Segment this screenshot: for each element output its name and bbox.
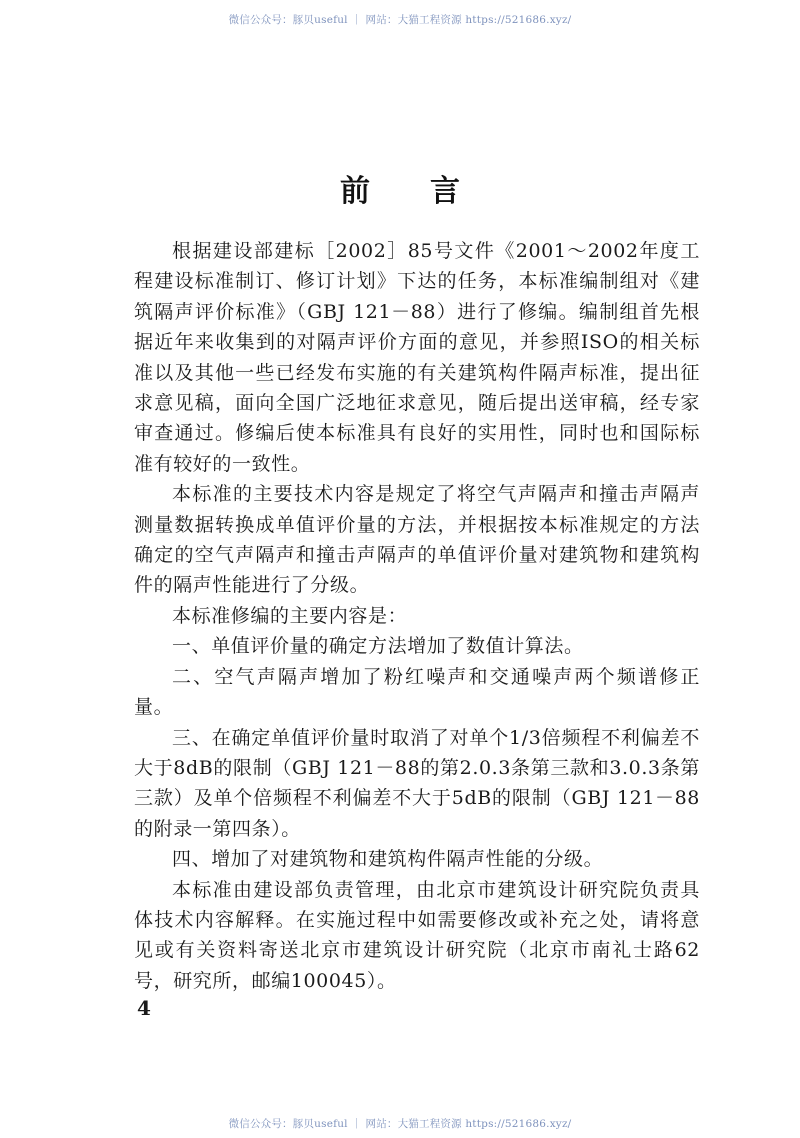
paragraph-item-1: 一、单值评价量的确定方法增加了数值计算法。 bbox=[172, 635, 584, 658]
document-body bbox=[134, 236, 700, 996]
paragraph-technical-content: 本标准的主要技术内容是规定了将空气声隔声和撞击声隔声测量数据转换成单值评价量的方法，并根据按本标准规定的方法确定的空气声隔声和撞击声隔声的单值评价量对建筑物和建筑构件的隔声性能进行了分级。 bbox=[134, 483, 700, 597]
page-title: 前言 bbox=[340, 174, 520, 210]
paragraph-intro: 根据建设部建标［2002］85号文件《2001～2002年度工程建设标准制订、修订计划》下达的任务，本标准编制组对《建筑隔声评价标准》（GBJ 121－88）进行了修编。编制组首先根据近年来收集到的对隔声评价方面的意见，并参照ISO的相关标准以及其他一些已经发布实施的有关建筑构件隔声标准，提出征求意见稿，面向全国广泛地征求意见，随后提出送审稿，经专家审查通过。修编后使本标准具有良好的实用性，同时也和国际标准有较好的一致性。 bbox=[134, 240, 700, 475]
page-number: 4 bbox=[137, 996, 151, 1020]
paragraph-item-2: 二、空气声隔声增加了粉红噪声和交通噪声两个频谱修正量。 bbox=[134, 665, 700, 719]
paragraph-management: 本标准由建设部负责管理，由北京市建筑设计研究院负责具体技术内容解释。在实施过程中如需要修改或补充之处，请将意见或有关资料寄送北京市建筑设计研究院（北京市南礼士路62号，研究所，邮编100045）。 bbox=[134, 878, 700, 992]
paragraph-revision-heading: 本标准修编的主要内容是： bbox=[172, 604, 408, 627]
paragraph-item-4: 四、增加了对建筑物和建筑构件隔声性能的分级。 bbox=[172, 848, 604, 871]
watermark-bottom: 微信公众号：豚贝useful ｜ 网站：大猫工程资源 https://521686.xyz/ bbox=[228, 1118, 572, 1130]
paragraph-item-3: 三、在确定单值评价量时取消了对单个1/3倍频程不利偏差不大于8dB的限制（GBJ 121－88的第2.0.3条第三款和3.0.3条第三款）及单个倍频程不利偏差不大于5dB的限制（GBJ 121－88的附录一第四条）。 bbox=[134, 726, 700, 840]
watermark-top: 微信公众号：豚贝useful ｜ 网站：大猫工程资源 https://521686.xyz/ bbox=[228, 14, 572, 26]
